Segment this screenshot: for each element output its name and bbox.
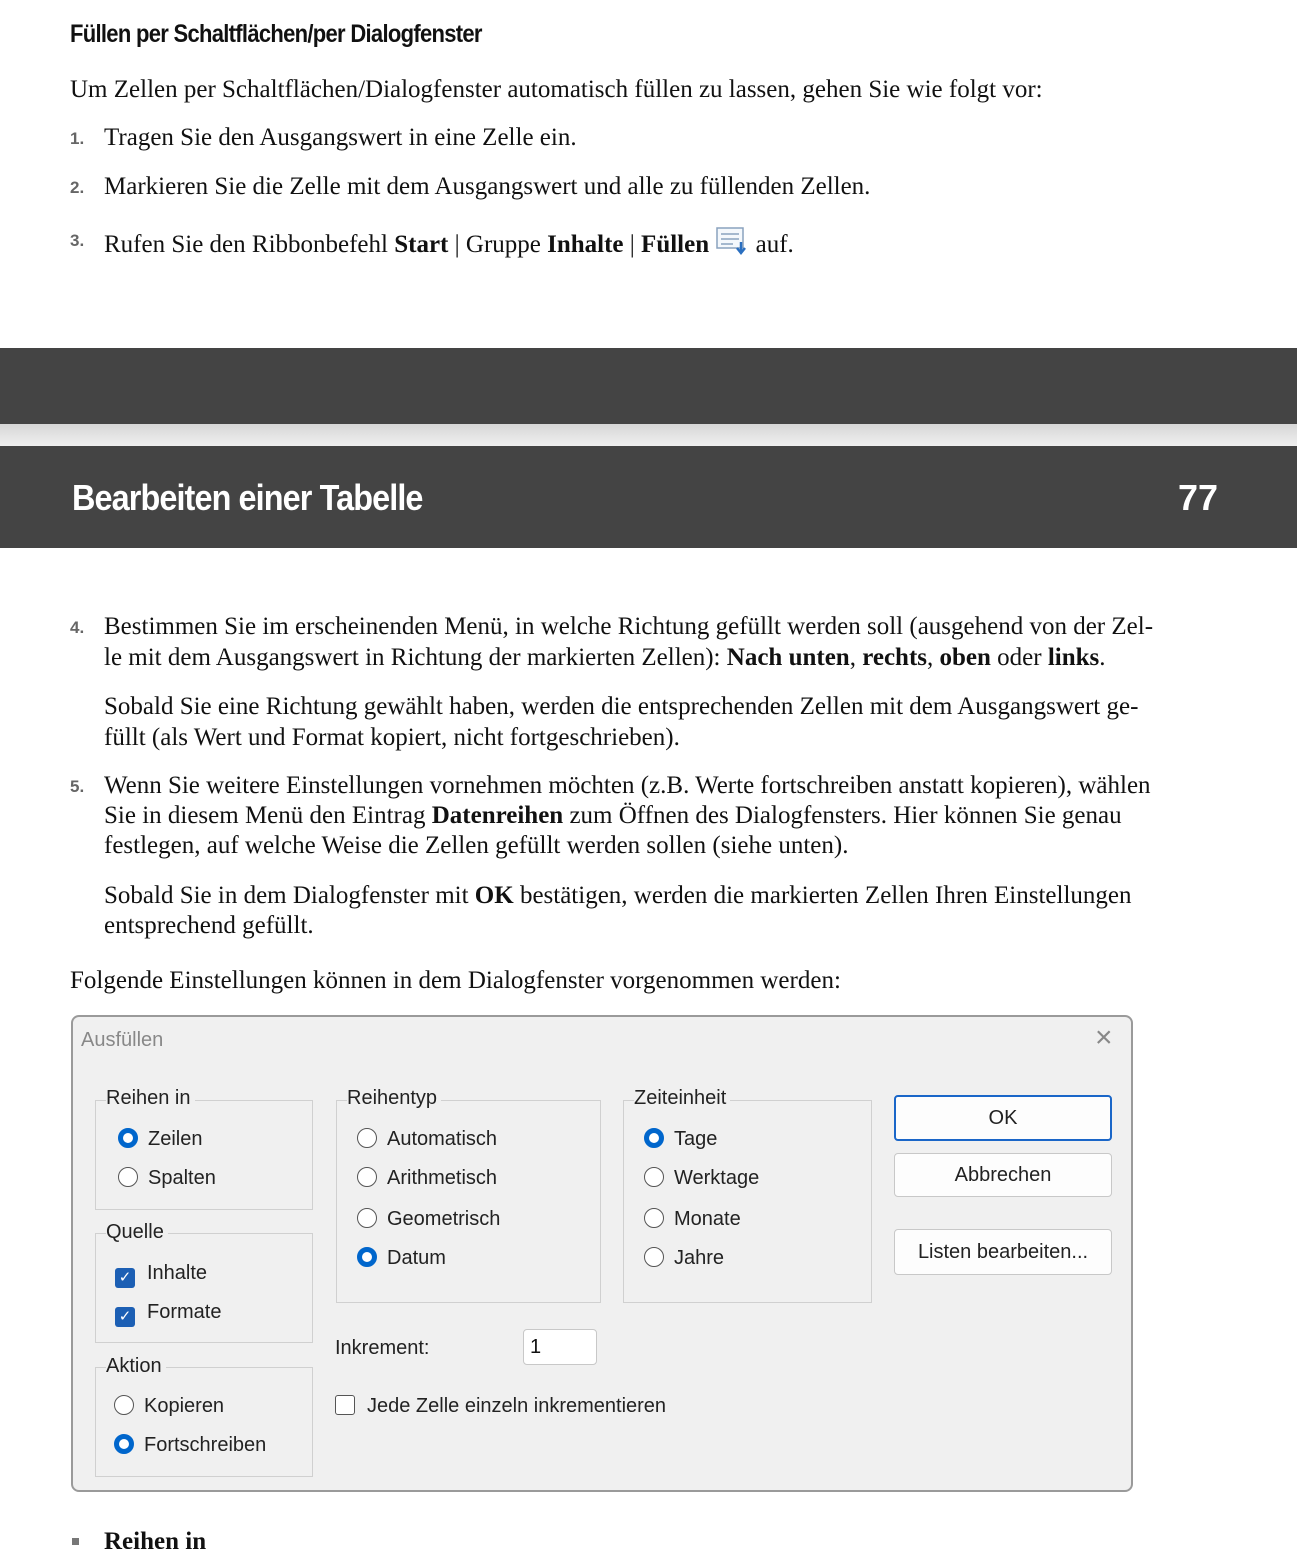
step-text: festlegen, auf welche Weise die Zellen gefüllt werden sollen (siehe unten). (104, 832, 849, 859)
checkbox-formate[interactable] (115, 1301, 221, 1327)
step-number: 4. (70, 618, 85, 637)
step-text (104, 642, 1106, 673)
radio-selected-icon (644, 1128, 664, 1148)
step-text (104, 800, 1122, 831)
inkrement-label: Inkrement: (335, 1337, 430, 1359)
text-run: | (623, 231, 642, 258)
radio-fortschreiben[interactable] (114, 1434, 266, 1457)
text-run: | Gruppe (448, 231, 548, 258)
radio-datum[interactable] (357, 1247, 446, 1270)
step-text: Bestimmen Sie im erscheinenden Menü, in welche Richtung gefüllt werden soll (ausgehend von der Zel- (104, 613, 1154, 640)
text-run: . (1099, 644, 1106, 671)
group-label: Aktion (106, 1355, 166, 1378)
group-label: Reihentyp (347, 1087, 441, 1110)
option-label: Jede Zelle einzeln inkrementieren (367, 1395, 667, 1417)
checkbox-empty-icon (335, 1395, 355, 1415)
option-label: Formate (147, 1301, 222, 1323)
bold-inhalte: Inhalte (547, 231, 624, 258)
cancel-button[interactable]: Abbrechen (894, 1153, 1112, 1197)
paragraph: entsprechend gefüllt. (104, 912, 314, 939)
option-label: Inhalte (147, 1262, 208, 1284)
group-aktion (95, 1367, 313, 1477)
radio-empty-icon (644, 1247, 664, 1267)
step-text: Markieren Sie die Zelle mit dem Ausgangswert und alle zu füllenden Zellen. (104, 173, 871, 200)
radio-selected-icon (357, 1247, 377, 1267)
paragraph (104, 880, 1132, 911)
radio-empty-icon (357, 1167, 377, 1187)
step-number: 3. (70, 231, 85, 250)
radio-kopieren[interactable] (114, 1395, 224, 1418)
dialog-title: Ausfüllen (81, 1029, 164, 1051)
group-label: Reihen in (106, 1087, 195, 1110)
paragraph: Sobald Sie eine Richtung gewählt haben, werden die entsprechenden Zellen mit dem Ausgangswert ge- (104, 693, 1139, 720)
group-reihen-in (95, 1100, 313, 1210)
option-label: Monate (674, 1208, 741, 1230)
radio-selected-icon (118, 1128, 138, 1148)
bold-fuellen: Füllen (641, 231, 710, 258)
step-number: 2. (70, 178, 85, 197)
step-text: Wenn Sie weitere Einstellungen vornehmen möchten (z.B. Werte fortschreiben anstatt kopieren), wählen (104, 772, 1151, 799)
ok-button[interactable]: OK (894, 1095, 1112, 1141)
radio-tage[interactable] (644, 1128, 717, 1151)
radio-monate[interactable] (644, 1208, 741, 1231)
radio-empty-icon (114, 1395, 134, 1415)
text-run: bestätigen, werden die markierten Zellen Ihren Einstellungen (513, 882, 1132, 909)
bold-ok: OK (474, 882, 514, 909)
page-number: 77 (1178, 477, 1219, 518)
step-number: 1. (70, 129, 85, 148)
text-run: zum Öffnen des Dialogfensters. Hier können Sie genau (563, 802, 1122, 829)
intro-text: Um Zellen per Schaltflächen/Dialogfenster automatisch füllen zu lassen, gehen Sie wie folgt vor: (70, 76, 1043, 103)
paragraph: füllt (als Wert und Format kopiert, nicht fortgeschrieben). (104, 724, 680, 751)
text-run: Rufen Sie den Ribbonbefehl (104, 231, 395, 258)
radio-arithmetisch[interactable] (357, 1167, 497, 1190)
bold-links: links (1047, 644, 1100, 671)
radio-empty-icon (644, 1208, 664, 1228)
section-heading: Füllen per Schaltflächen/per Dialogfenster (70, 20, 482, 48)
text-run: , (927, 644, 940, 671)
radio-werktage[interactable] (644, 1167, 759, 1190)
radio-empty-icon (357, 1208, 377, 1228)
text-run: Sobald Sie in dem Dialogfenster mit (104, 882, 475, 909)
option-label: Fortschreiben (144, 1434, 267, 1456)
option-label: Automatisch (387, 1128, 498, 1150)
option-label: Zeilen (148, 1128, 203, 1150)
option-label: Kopieren (144, 1395, 225, 1417)
text-run: auf. (749, 231, 794, 258)
bullet-heading: Reihen in (104, 1528, 207, 1555)
ausfuellen-dialog (71, 1015, 1133, 1492)
edit-lists-button[interactable]: Listen bearbeiten... (894, 1229, 1112, 1275)
bold-start: Start (394, 231, 449, 258)
radio-empty-icon (644, 1167, 664, 1187)
inkrement-input[interactable]: 1 (523, 1329, 597, 1365)
text-run: oder (990, 644, 1048, 671)
checkbox-inhalte[interactable] (115, 1262, 207, 1288)
radio-geometrisch[interactable] (357, 1208, 500, 1231)
radio-automatisch[interactable] (357, 1128, 497, 1151)
text-run: Sie in diesem Menü den Eintrag (104, 802, 432, 829)
bullet-square-icon (72, 1538, 79, 1545)
radio-jahre[interactable] (644, 1247, 724, 1270)
text-run: le mit dem Ausgangswert in Richtung der markierten Zellen): (104, 644, 727, 671)
text-run: , (849, 644, 863, 671)
step-text: Tragen Sie den Ausgangswert in eine Zelle ein. (104, 124, 577, 151)
radio-empty-icon (118, 1167, 138, 1187)
settings-intro: Folgende Einstellungen können in dem Dialogfenster vorgenommen werden: (70, 967, 841, 994)
page-break-band (0, 348, 1297, 424)
radio-empty-icon (357, 1128, 377, 1148)
page-header-title: Bearbeiten einer Tabelle (72, 477, 423, 518)
bold-nach-unten: Nach unten (726, 644, 850, 671)
option-label: Werktage (674, 1167, 760, 1189)
close-icon[interactable]: × (1095, 1021, 1113, 1054)
radio-selected-icon (114, 1434, 134, 1454)
option-label: Tage (674, 1128, 718, 1150)
bold-rechts: rechts (862, 644, 927, 671)
group-label: Quelle (106, 1221, 168, 1244)
bold-datenreihen: Datenreihen (431, 802, 564, 829)
fill-down-icon (715, 224, 749, 264)
step-text-ribbon (104, 224, 794, 264)
check-icon: ✓ (115, 1307, 135, 1327)
option-label: Spalten (148, 1167, 216, 1189)
checkbox-jede-zelle[interactable] (335, 1395, 666, 1418)
page-break-gap (0, 424, 1297, 446)
option-label: Jahre (674, 1247, 725, 1269)
radio-zeilen[interactable] (118, 1128, 202, 1151)
bold-oben: oben (939, 644, 991, 671)
group-label: Zeiteinheit (634, 1087, 730, 1110)
option-label: Geometrisch (387, 1208, 501, 1230)
radio-spalten[interactable] (118, 1167, 216, 1190)
step-number: 5. (70, 777, 85, 796)
option-label: Arithmetisch (387, 1167, 498, 1189)
check-icon: ✓ (115, 1268, 135, 1288)
option-label: Datum (387, 1247, 446, 1269)
